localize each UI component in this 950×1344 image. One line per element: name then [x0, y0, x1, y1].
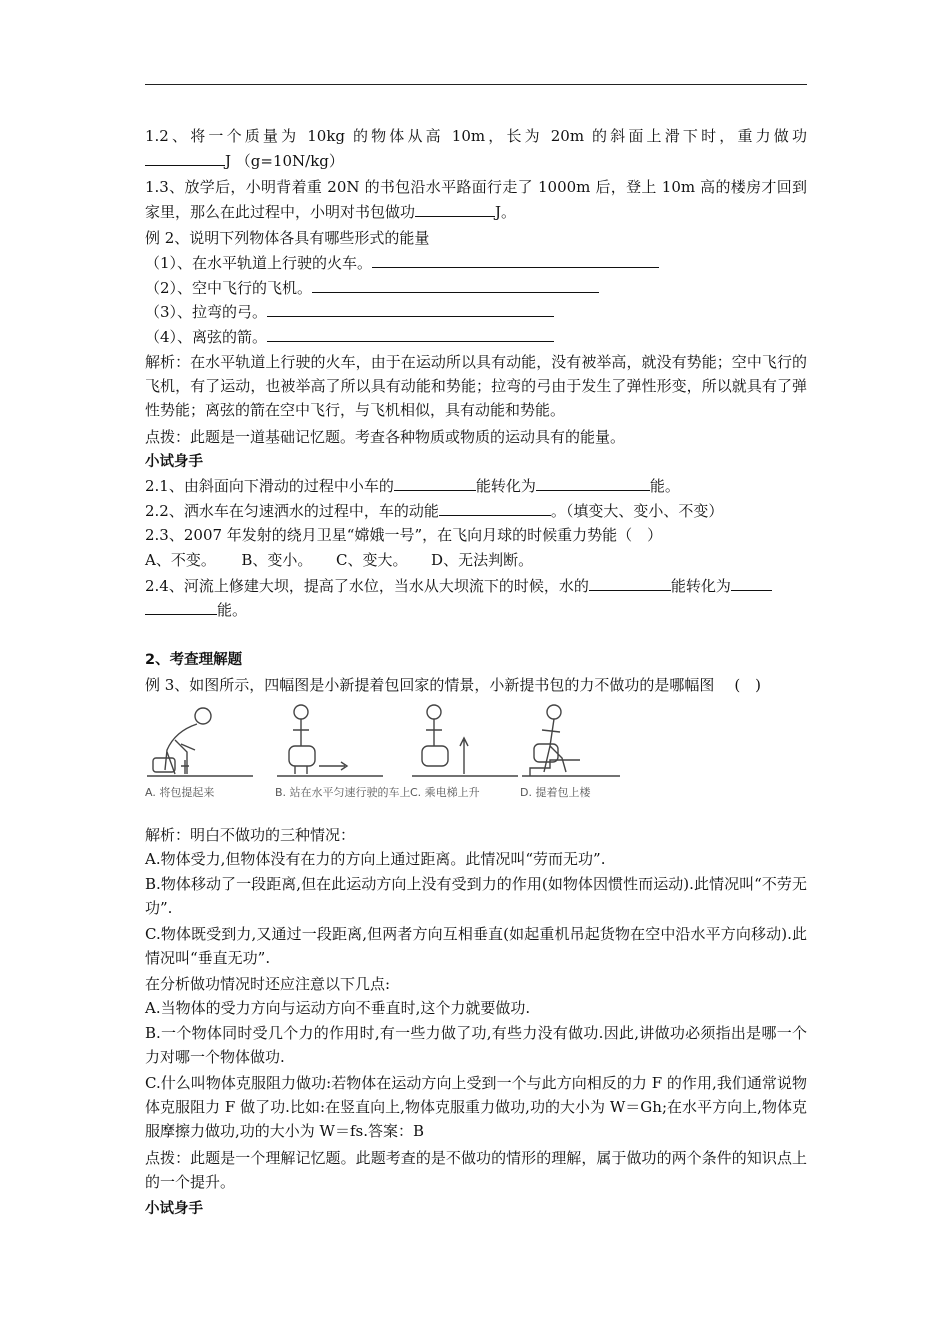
answer-blank[interactable]	[394, 476, 476, 491]
ex2-item-3: （3）、拉弯的弓。	[145, 300, 807, 324]
figure-d-caption: D. 提着包上楼	[520, 786, 591, 799]
ex2-item-1: （1）、在水平轨道上行驶的火车。	[145, 251, 807, 275]
q1-2-line1: 1.2、将一个质量为 10kg 的物体从高 10m，长为 20m 的斜面上滑下时，重力做功	[145, 127, 807, 145]
figure-c	[410, 700, 520, 800]
ex3-case-a: A.物体受力,但物体没有在力的方向上通过距离。此情况叫“劳而无功”.	[145, 850, 606, 868]
answer-blank[interactable]	[312, 278, 599, 293]
answer-blank[interactable]	[267, 327, 554, 342]
q1-3-line2: 家里，那么在此过程中，小明对书包做功 J。	[145, 203, 517, 221]
ex3-note-b: B.一个物体同时受几个力的作用时,有一些力做了功,有些力没有做功.因此,讲做功必须指出是哪一个力对哪一个物体做功.	[145, 1024, 807, 1066]
figure-strip	[145, 700, 615, 800]
person-climbing-stairs-icon	[520, 700, 630, 782]
ex2-title: 例 2、说明下列物体各具有哪些形式的能量	[145, 229, 430, 247]
ex2-item-2: （2）、空中飞行的飞机。	[145, 276, 807, 300]
ex3-case-c: C.物体既受到力,又通过一段距离,但两者方向互相垂直(如起重机吊起货物在空中沿水平方向移动).此情况叫“垂直无功”.	[145, 925, 807, 967]
option-b[interactable]: B、变小。	[241, 551, 313, 569]
q2-2: 2.2、洒水车在匀速洒水的过程中，车的动能 。（填变大、变小、不变）	[145, 502, 724, 520]
header-rule	[145, 84, 807, 85]
ex3-notes-intro: 在分析做功情况时还应注意以下几点:	[145, 975, 391, 993]
person-on-vehicle-icon	[275, 700, 385, 782]
q2-4: 2.4、河流上修建大坝，提高了水位，当水从大坝流下的时候，水的 能转化为	[145, 574, 807, 598]
ex2-item-4: （4）、离弦的箭。	[145, 325, 807, 349]
q1-3-line1: 1.3、放学后，小明背着重 20N 的书包沿水平路面行走了 1000m 后，登上 10m 高的楼房才回到	[145, 178, 807, 196]
answer-blank[interactable]	[145, 151, 225, 166]
option-c[interactable]: C、变大。	[336, 551, 408, 569]
practice-heading-1: 小试身手	[145, 454, 203, 470]
answer-blank[interactable]	[439, 501, 551, 516]
answer-blank[interactable]	[372, 253, 659, 268]
q2-3: 2.3、2007 年发射的绕月卫星“嫦娥一号”，在飞向月球的时候重力势能（ ）	[145, 526, 663, 544]
answer-blank[interactable]	[415, 202, 495, 217]
ex3-note-a: A.当物体的受力方向与运动方向不垂直时,这个力就要做功.	[145, 999, 531, 1017]
figure-a	[145, 700, 255, 800]
ex3-question: 例 3、如图所示，四幅图是小新提着包回家的情景，小新提书包的力不做功的是哪幅图 ( )	[145, 676, 762, 694]
figure-b	[275, 700, 411, 800]
person-lifting-bag-icon	[145, 700, 255, 782]
q2-3-options	[145, 548, 807, 572]
figure-a-caption: A. 将包提起来	[145, 786, 215, 799]
practice-heading-2: 小试身手	[145, 1201, 203, 1217]
option-a[interactable]: A、不变。	[145, 551, 216, 569]
person-in-elevator-icon	[410, 700, 520, 782]
ex2-analysis: 解析：在水平轨道上行驶的火车，由于在运动所以具有动能，没有被举高，就没有势能；空中飞行的飞机，有了运动，也被举高了所以具有动能和势能；拉弯的弓由于发生了弹性形变，所以就具有了弹性势能；离弦的箭在空中飞行，与飞机相似，具有动能和势能。	[145, 353, 807, 419]
ex3-tip: 点拨：此题是一个理解记忆题。此题考查的是不做功的情形的理解，属于做功的两个条件的知识点上的一个提升。	[145, 1149, 807, 1191]
q2-1: 2.1、由斜面向下滑动的过程中小车的 能转化为 能。	[145, 477, 680, 495]
answer-blank[interactable]	[589, 576, 671, 591]
section-2-heading: 2、考查理解题	[145, 652, 243, 668]
figure-b-caption: B. 站在水平匀速行驶的车上	[275, 786, 411, 799]
answer-blank[interactable]	[536, 476, 650, 491]
q1-2-line2: J （g=10N/kg）	[145, 149, 807, 173]
ex3-case-b: B.物体移动了一段距离,但在此运动方向上没有受到力的作用(如物体因惯性而运动).此情况叫“不劳无功”.	[145, 875, 807, 917]
option-d[interactable]: D、无法判断。	[431, 551, 534, 569]
answer-blank[interactable]	[731, 576, 772, 591]
answer-blank[interactable]	[145, 600, 217, 615]
figure-d	[520, 700, 630, 800]
answer-blank[interactable]	[267, 302, 554, 317]
q2-4-line2: 能。	[145, 598, 807, 622]
figure-c-caption: C. 乘电梯上升	[410, 786, 480, 799]
ex3-analysis-intro: 解析：明白不做功的三种情况：	[145, 826, 356, 844]
ex2-tip: 点拨：此题是一道基础记忆题。考查各种物质或物质的运动具有的能量。	[145, 428, 626, 446]
ex3-note-c: C.什么叫物体克服阻力做功:若物体在运动方向上受到一个与此方向相反的力 F 的作用,我们通常说物体克服阻力 F 做了功.比如:在竖直向上,物体克服重力做功,功的大小为 W＝Gh;在水平方向上,物体克服摩擦力做功,功的大小为 W＝fs.答案：B	[145, 1074, 807, 1140]
